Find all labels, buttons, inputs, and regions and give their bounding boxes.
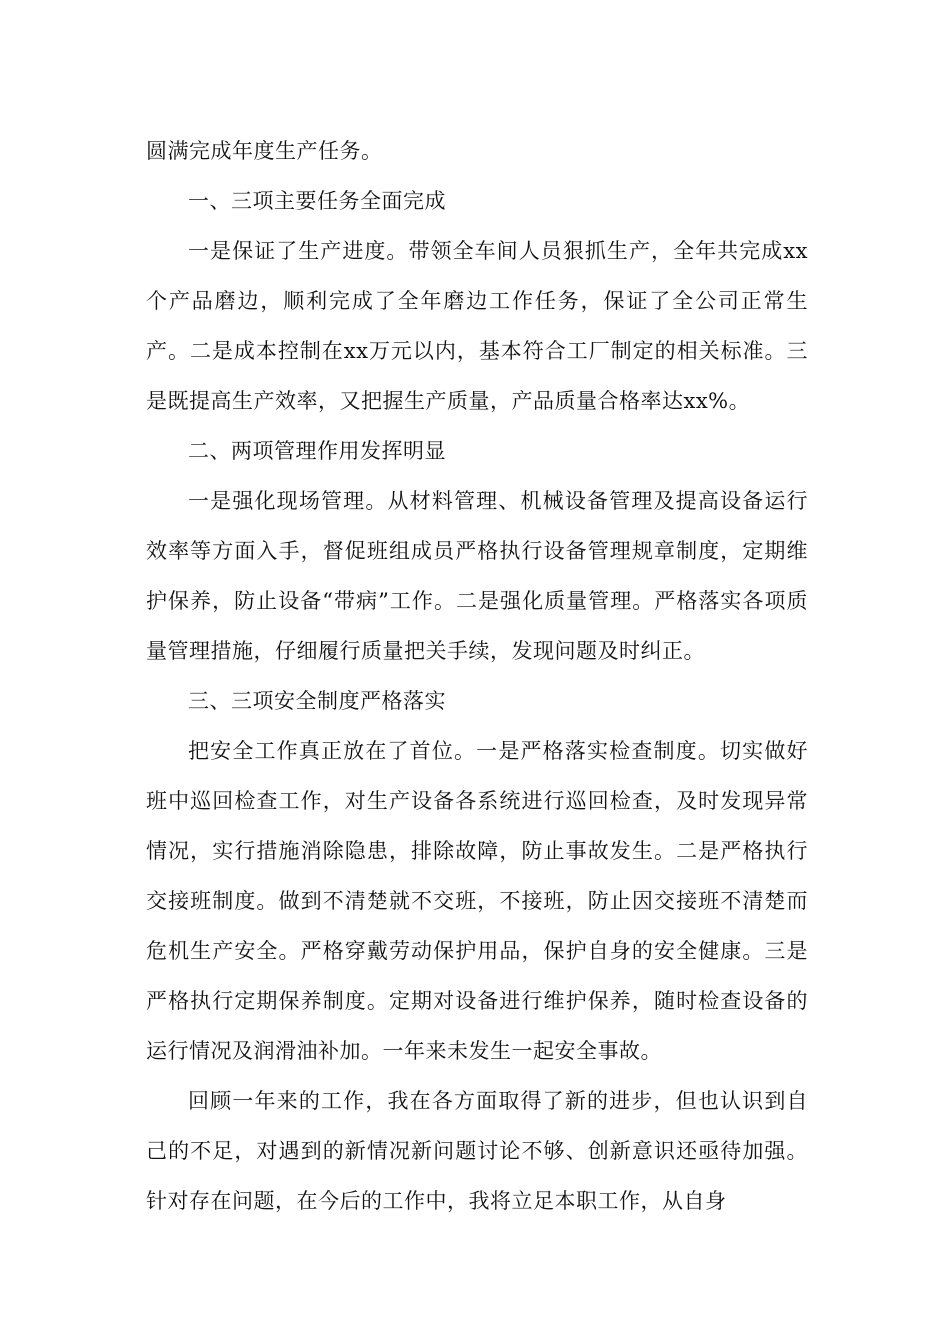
section-heading-1: 一、三项主要任务全面完成 — [188, 189, 446, 213]
paragraph-section-2: 一是强化现场管理。从材料管理、机械设备管理及提高设备运行效率等方面入手，督促班组成员严格执行设备管理规章制度，定期维护保养，防止设备“带病”工作。二是强化质量管理。严格落实各项质量管理措施，仔细履行质量把关手续，发现问题及时纠正。 — [146, 489, 808, 663]
paragraph-section-1: 一是保证了生产进度。带领全车间人员狠抓生产，全年共完成xx个产品磨边，顺利完成了全年磨边工作任务，保证了全公司正常生产。二是成本控制在xx万元以内，基本符合工厂制定的相关标准。三是既提高生产效率，又把握生产质量，产品质量合格率达xx%。 — [146, 239, 808, 413]
paragraph-continuation: 圆满完成年度生产任务。 — [146, 139, 383, 163]
document-body — [146, 126, 808, 1226]
paragraph-review: 回顾一年来的工作，我在各方面取得了新的进步，但也认识到自己的不足，对遇到的新情况新问题讨论不够、创新意识还亟待加强。针对存在问题，在今后的工作中，我将立足本职工作，从自身 — [146, 1089, 808, 1213]
section-heading-2: 二、两项管理作用发挥明显 — [188, 439, 446, 463]
paragraph-section-3: 把安全工作真正放在了首位。一是严格落实检查制度。切实做好班中巡回检查工作，对生产设备各系统进行巡回检查，及时发现异常情况，实行措施消除隐患，排除故障，防止事故发生。二是严格执行交接班制度。做到不清楚就不交班，不接班，防止因交接班不清楚而危机生产安全。严格穿戴劳动保护用品，保护自身的安全健康。三是严格执行定期保养制度。定期对设备进行维护保养，随时检查设备的运行情况及润滑油补加。一年来未发生一起安全事故。 — [146, 739, 808, 1063]
section-heading-3: 三、三项安全制度严格落实 — [188, 689, 446, 713]
